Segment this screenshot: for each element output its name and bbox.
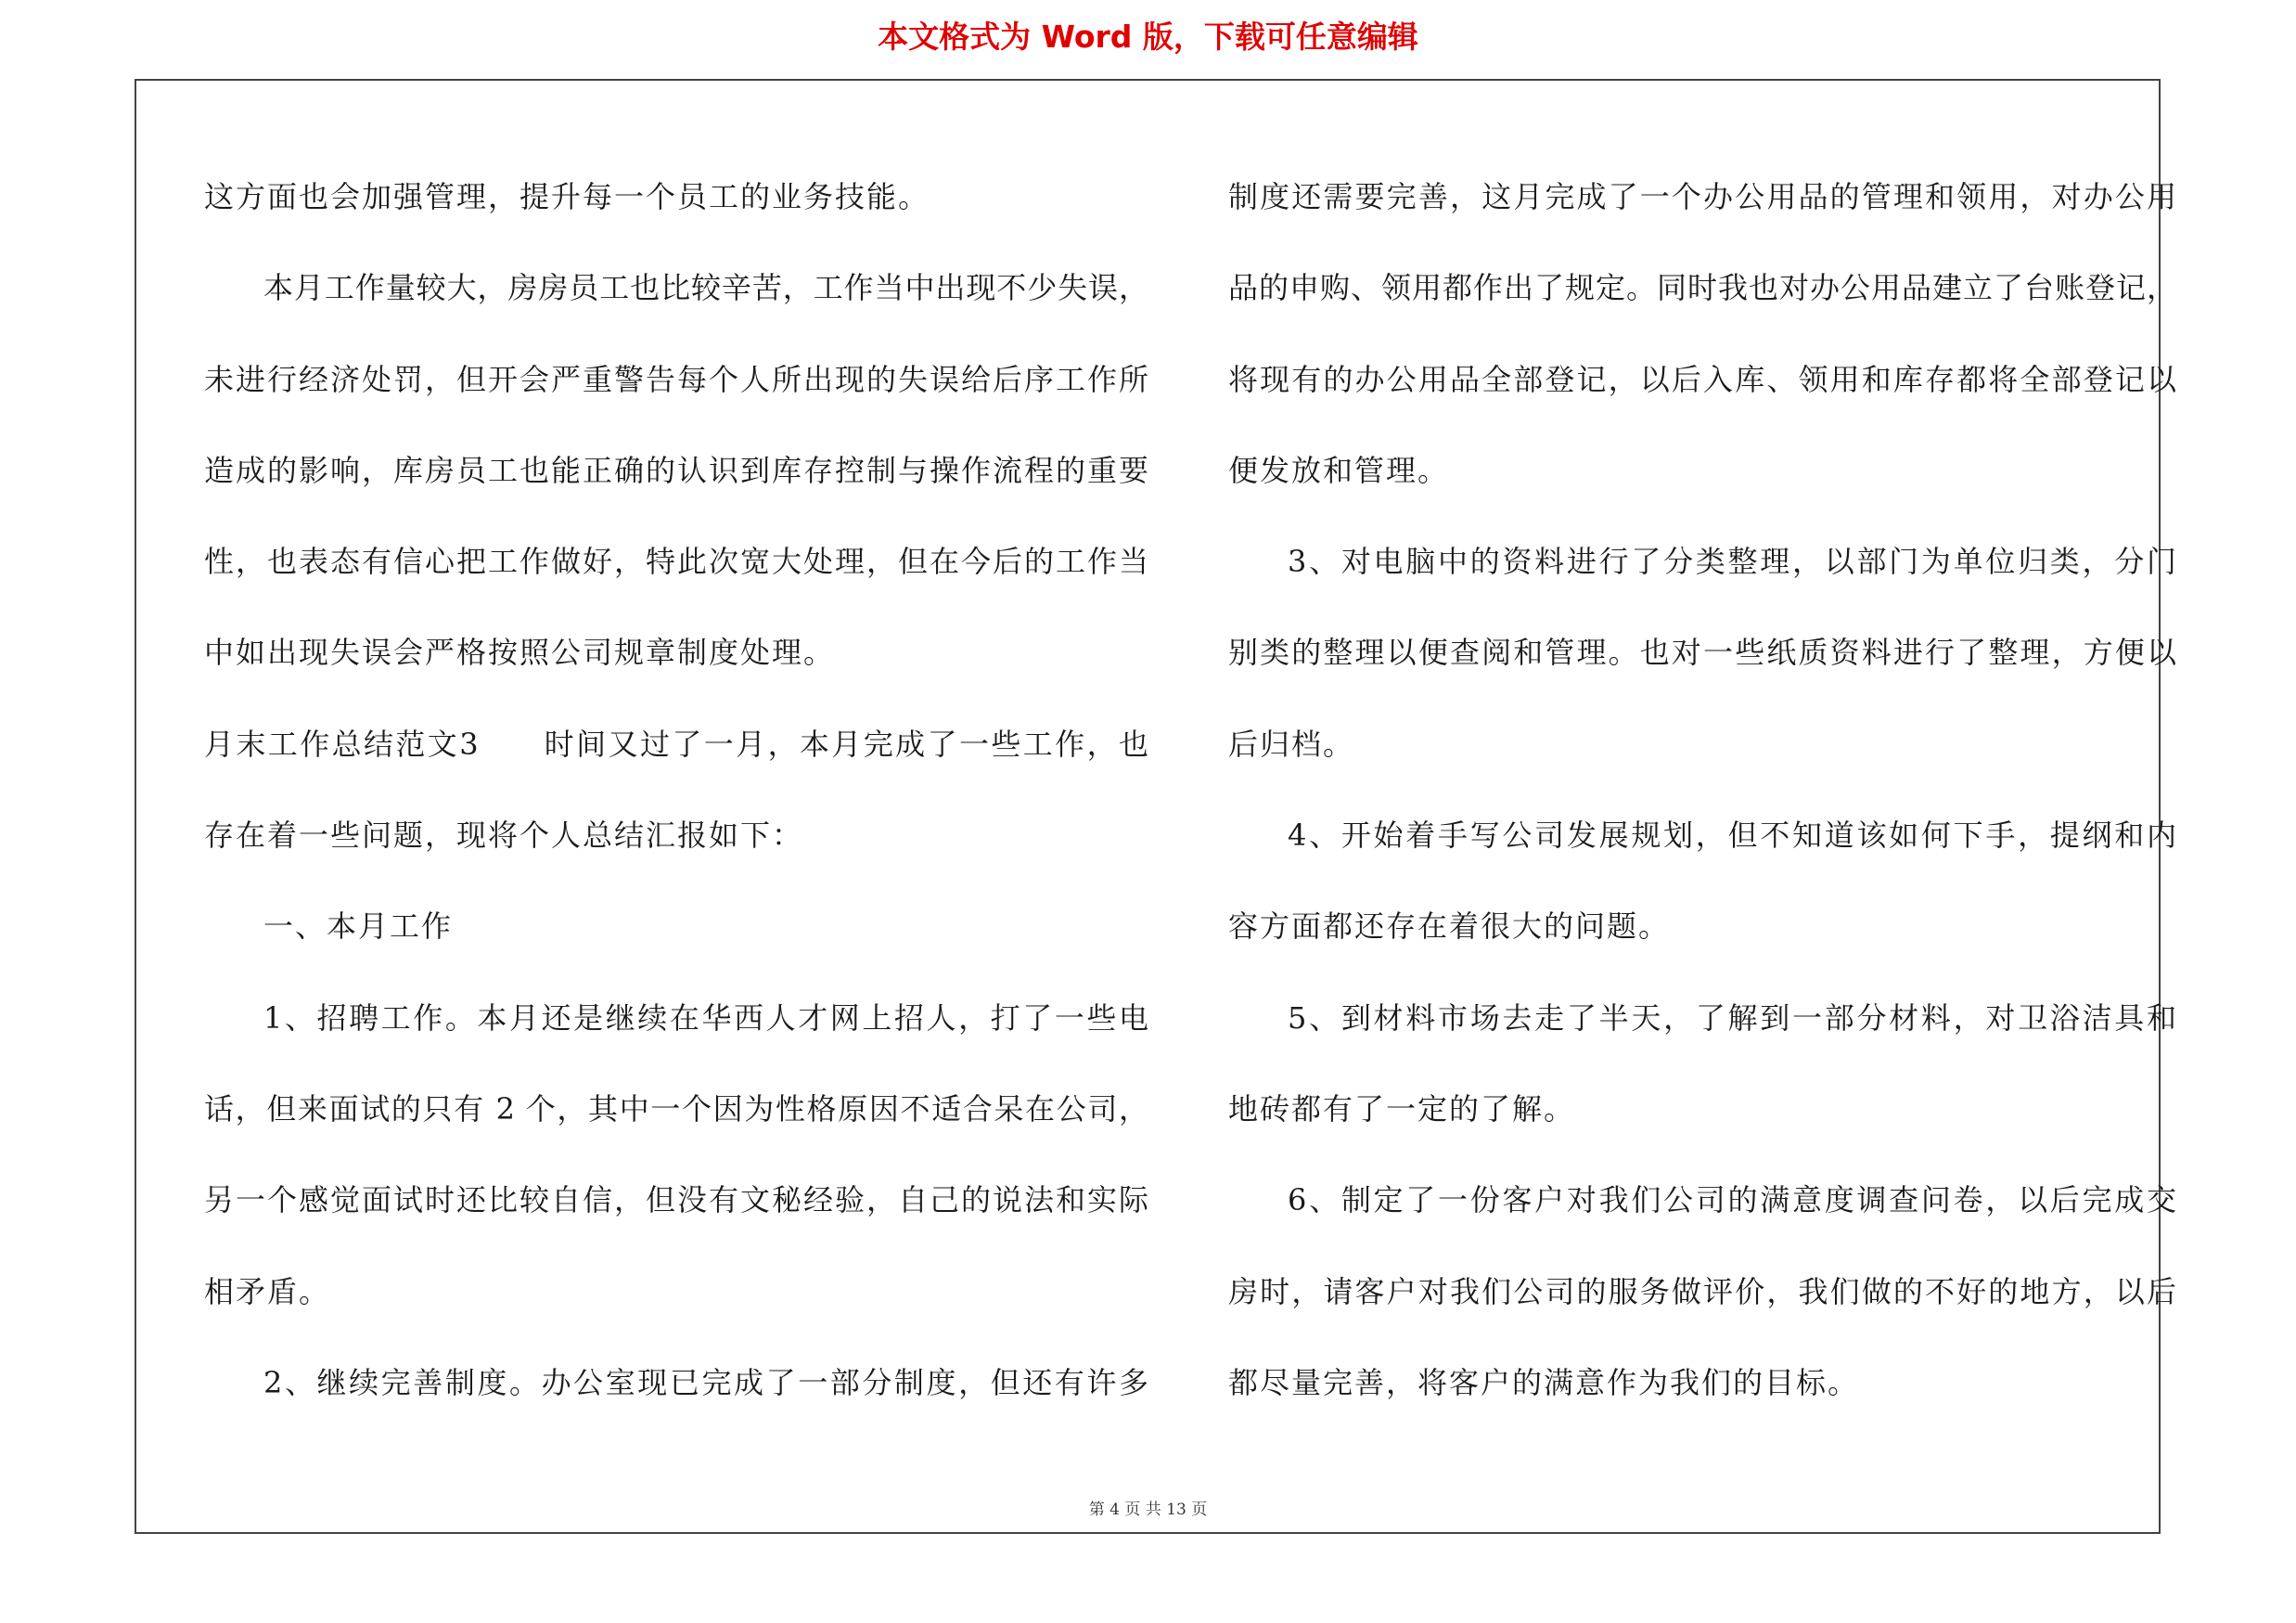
text-line: 未进行经济处罚，但开会严重警告每个人所出现的失误给后序工作所	[204, 361, 1148, 397]
text-line: 话，但来面试的只有 2 个，其中一个因为性格原因不适合呆在公司，	[204, 1090, 1148, 1127]
text-line: 相矛盾。	[204, 1273, 331, 1309]
text-line: 1、招聘工作。本月还是继续在华西人才网上招人，打了一些电	[263, 999, 1148, 1036]
text-line: 别类的整理以便查阅和管理。也对一些纸质资料进行了整理，方便以	[1228, 635, 2176, 671]
subheading-line: 一、本月工作	[263, 908, 454, 945]
text-line: 品的申购、领用都作出了规定。同时我也对办公用品建立了台账登记，	[1228, 270, 2176, 306]
right-column	[1228, 178, 2176, 1455]
text-line: 制度还需要完善，这月完成了一个办公用品的管理和领用，对办公用	[1228, 179, 2176, 214]
header-banner: 本文格式为 Word 版，下载可任意编辑	[878, 19, 1418, 55]
text-line: 后归档。	[1228, 726, 1355, 762]
text-line: 4、开始着手写公司发展规划，但不知道该如何下手，提纲和内	[1288, 818, 2176, 854]
text-line: 容方面都还存在着很大的问题。	[1228, 908, 1671, 945]
text-line: 5、到材料市场去走了半天，了解到一部分材料，对卫浴洁具和	[1288, 999, 2176, 1036]
text-line: 这方面也会加强管理，提升每一个员工的业务技能。	[204, 179, 930, 214]
text-line: 6、制定了一份客户对我们公司的满意度调查问卷，以后完成交	[1288, 1182, 2176, 1218]
text-line: 3、对电脑中的资料进行了分类整理，以部门为单位归类，分门	[1288, 544, 2176, 580]
text-line: 存在着一些问题，现将个人总结汇报如下：	[204, 818, 804, 854]
section-heading-line: 月末工作总结范文3 时间又过了一月，本月完成了一些工作，也	[204, 726, 1148, 762]
text-line: 2、继续完善制度。办公室现已完成了一部分制度，但还有许多	[263, 1364, 1148, 1400]
text-line: 本月工作量较大，房房员工也比较辛苦，工作当中出现不少失误，	[263, 270, 1148, 306]
page-number: 第 4 页 共 13 页	[1088, 1501, 1208, 1519]
text-line: 房时，请客户对我们公司的服务做评价，我们做的不好的地方，以后	[1228, 1273, 2176, 1309]
text-line: 将现有的办公用品全部登记，以后入库、领用和库存都将全部登记以	[1228, 361, 2176, 397]
text-line: 地砖都有了一定的了解。	[1228, 1090, 1576, 1127]
left-column	[204, 178, 1148, 1455]
text-line: 便发放和管理。	[1228, 452, 1450, 488]
text-line: 性，也表态有信心把工作做好，特此次宽大处理，但在今后的工作当	[204, 544, 1148, 580]
text-line: 都尽量完善，将客户的满意作为我们的目标。	[1228, 1364, 1860, 1400]
text-line: 中如出现失误会严格按照公司规章制度处理。	[204, 635, 836, 671]
text-line: 造成的影响，库房员工也能正确的认识到库存控制与操作流程的重要	[204, 452, 1148, 488]
text-line: 另一个感觉面试时还比较自信，但没有文秘经验，自己的说法和实际	[204, 1182, 1148, 1218]
